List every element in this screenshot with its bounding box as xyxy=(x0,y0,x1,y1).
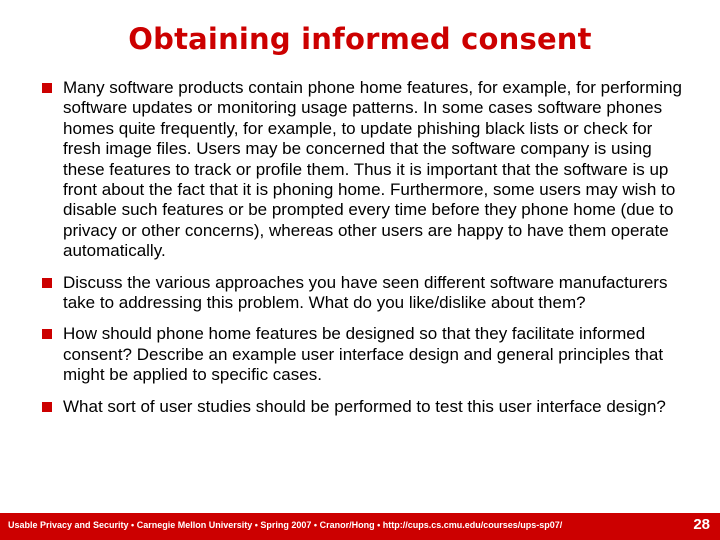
bullet-text: Many software products contain phone home features, for example, for performing software updates or monitoring usage patterns. In some cases software phones homes quite frequently, for example, to update phishing black lists or check for fresh image files. Users may be concerned that the software company is using these features to track or profile them. Thus it is important that the software is up front about the fact that it is phoning home. Furthermore, some users may wish to disable such features or be prompted every time before they phone home (due to privacy or other concerns), whereas other users are happy to have them operate automatically. xyxy=(63,78,682,261)
bullet-text: What sort of user studies should be performed to test this user interface design? xyxy=(63,396,666,416)
footer-bar xyxy=(0,513,720,540)
bullet-list xyxy=(42,78,682,417)
square-bullet-icon xyxy=(42,402,52,412)
bullet-item xyxy=(42,397,682,417)
bullet-item xyxy=(42,78,682,262)
bullet-item xyxy=(42,273,682,314)
bullet-text: How should phone home features be designed so that they facilitate informed consent? Describe an example user interface design and general principles that might be applied to specific cases. xyxy=(63,324,664,385)
slide-title: Obtaining informed consent xyxy=(128,22,592,56)
square-bullet-icon xyxy=(42,278,52,288)
footer-text: Usable Privacy and Security • Carnegie Mellon University • Spring 2007 • Cranor/Hong • http://cups.cs.cmu.edu/courses/ups-sp07/ xyxy=(8,520,563,530)
bullet-text: Discuss the various approaches you have seen different software manufacturers take to addressing this problem. What do you like/dislike about them? xyxy=(63,272,668,313)
square-bullet-icon xyxy=(42,329,52,339)
bullet-item xyxy=(42,324,682,385)
page-number: 28 xyxy=(693,516,710,533)
square-bullet-icon xyxy=(42,83,52,93)
